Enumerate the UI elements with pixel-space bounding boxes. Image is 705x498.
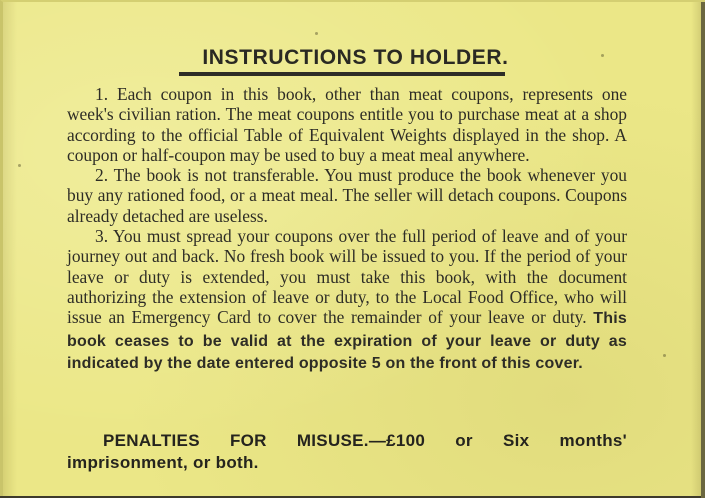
instruction-paragraph-3	[67, 226, 627, 374]
paragraph-text: You must spread your coupons over the full period of leave and of your journey out and back. No fresh book will be issued to you. If the period of your leave or duty is extended, you must take this book, with the document authorizing the extension of leave or duty, to the Local Food Office, who will issue an Emergency Card to cover the remainder of your leave or duty.	[67, 226, 627, 328]
paragraph-text: The book is not transferable. You must produce the book whenever you buy any rationed food, or a meat meal. The seller will detach coupons. Coupons already detached are useless.	[67, 165, 627, 226]
paper-speck	[663, 354, 666, 357]
paragraph-number: 3.	[95, 226, 109, 247]
title-underline	[179, 72, 505, 76]
validity-notice: This book ceases to be valid at the expiration of your leave or duty as indicated by the date entered opposite 5 on the front of this cover.	[67, 310, 627, 372]
paragraph-text: Each coupon in this book, other than meat coupons, represents one week's civilian ration. The meat coupons entitle you to purchase meat at a shop according to the official Table of Equivalent Weights displayed in the shop. A coupon or half-coupon may be used to buy a meat meal anywhere.	[67, 84, 627, 165]
page-edge-shadow	[701, 2, 705, 498]
paper-speck	[315, 32, 318, 35]
page-title: INSTRUCTIONS TO HOLDER.	[202, 46, 509, 69]
paragraph-number: 1.	[95, 84, 109, 104]
penalties-line-2: imprisonment, or both.	[67, 453, 259, 472]
instruction-paragraph-1	[67, 84, 627, 165]
penalties-notice	[67, 430, 627, 474]
paper-speck	[18, 164, 21, 167]
instruction-paragraph-2	[67, 165, 627, 226]
paragraph-number: 2.	[95, 165, 109, 186]
penalties-line-1: PENALTIES FOR MISUSE.—£100 or Six months'	[103, 431, 627, 450]
instructions-body	[67, 84, 627, 374]
